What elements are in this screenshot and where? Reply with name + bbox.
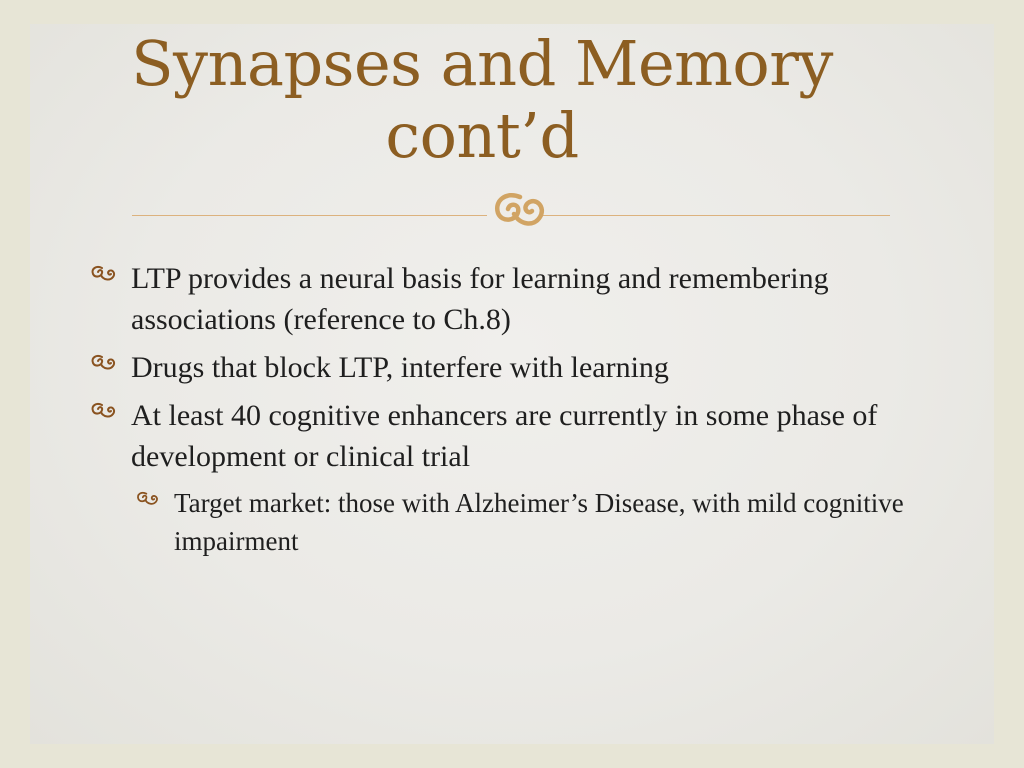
ornamental-curl-icon bbox=[476, 187, 552, 248]
curl-bullet-icon bbox=[88, 258, 128, 299]
curl-bullet-icon bbox=[134, 484, 174, 522]
title-divider-left bbox=[132, 215, 487, 216]
bullet-item-ltp bbox=[88, 258, 948, 340]
bullet-text: LTP provides a neural basis for learning and remembering associations (reference to Ch.8) bbox=[131, 262, 829, 336]
curl-bullet-icon bbox=[88, 347, 128, 388]
bullet-item-enhancers bbox=[88, 395, 948, 477]
slide-title-line-2: cont’d bbox=[385, 99, 579, 172]
title-divider-right bbox=[540, 215, 890, 216]
curl-bullet-icon-svg bbox=[88, 263, 122, 285]
sub-bullet-text: Target market: those with Alzheimer’s Disease, with mild cognitive impairment bbox=[174, 488, 904, 556]
slide-title bbox=[0, 28, 994, 172]
bullet-text: Drugs that block LTP, interfere with learning bbox=[131, 351, 669, 384]
curl-bullet-icon bbox=[88, 395, 128, 436]
ornamental-curl-icon-svg bbox=[476, 187, 552, 237]
bullet-text: At least 40 cognitive enhancers are currently in some phase of development or clinical trial bbox=[131, 399, 878, 473]
bullet-list bbox=[88, 258, 948, 567]
bullet-item-drugs bbox=[88, 347, 948, 388]
curl-bullet-icon-svg bbox=[88, 400, 122, 422]
sub-bullet-item-target-market bbox=[134, 484, 948, 560]
curl-bullet-icon-svg bbox=[88, 352, 122, 374]
slide-title-line-1: Synapses and Memory bbox=[131, 27, 833, 100]
curl-bullet-icon-svg bbox=[134, 489, 164, 509]
